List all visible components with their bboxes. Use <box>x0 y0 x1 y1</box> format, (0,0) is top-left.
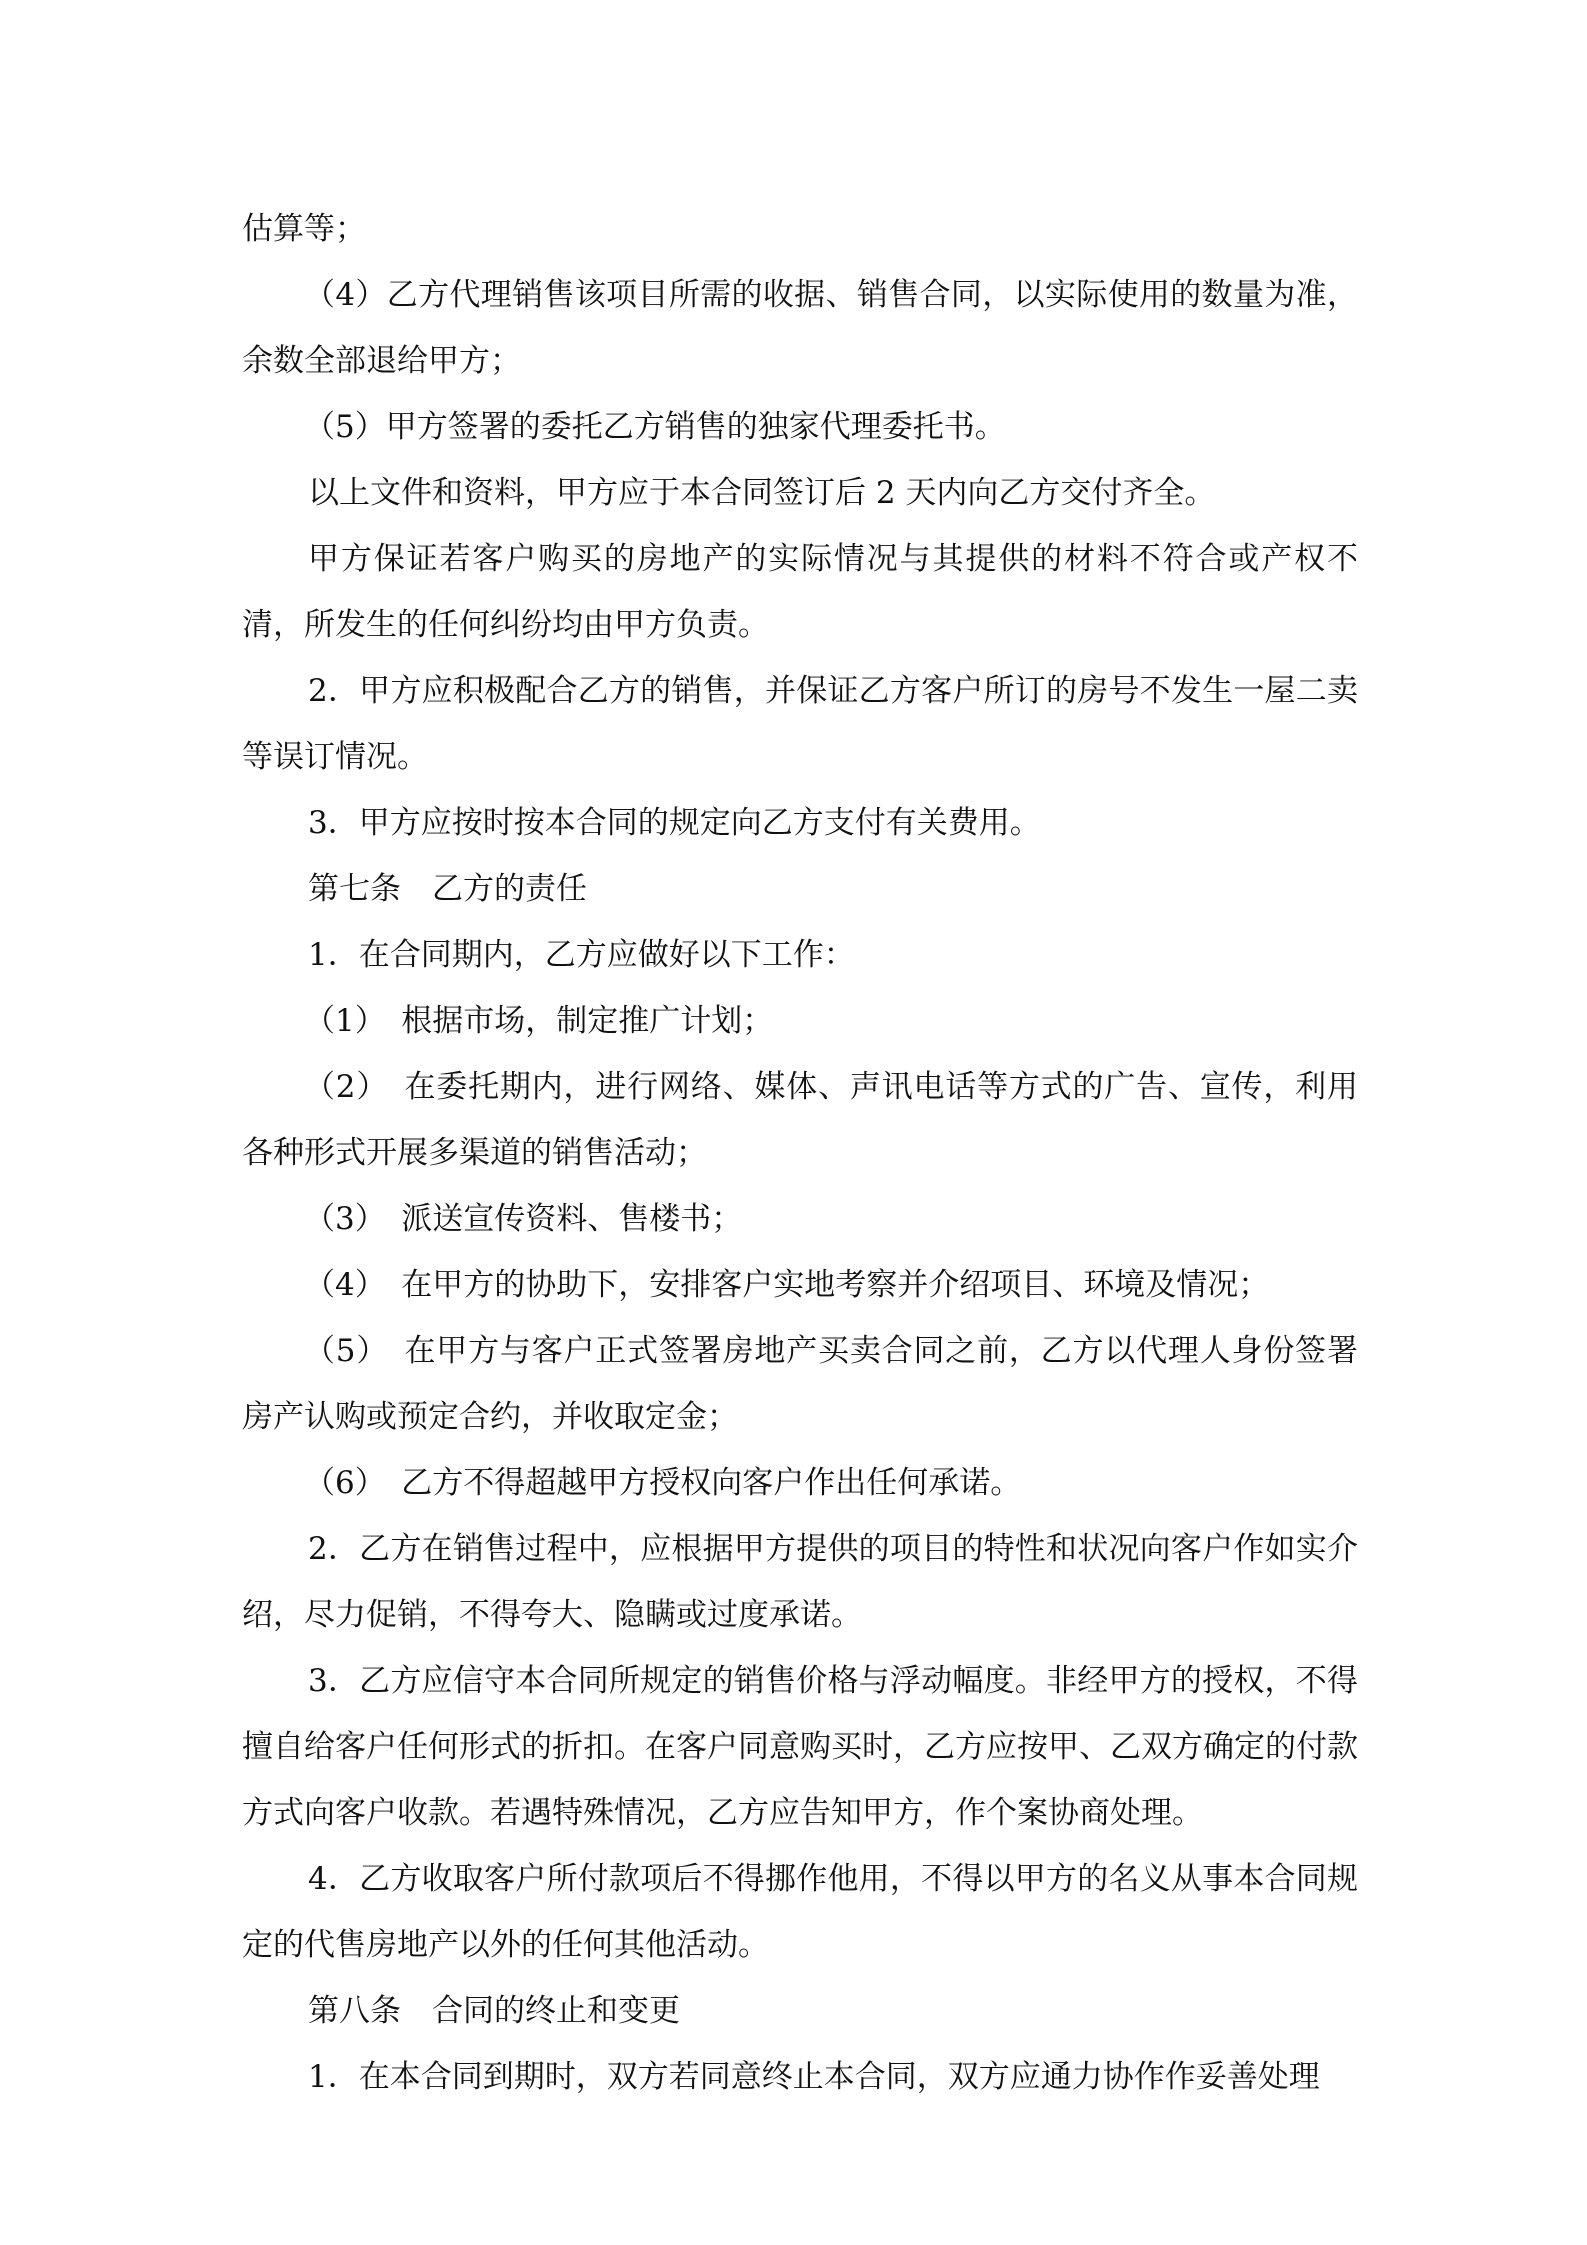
paragraph-article-7-clause-2: 2．乙方在销售过程中，应根据甲方提供的项目的特性和状况向客户作如实介绍，尽力促销，不得夸大、隐瞒或过度承诺。 <box>242 1531 1358 1633</box>
document-body <box>242 196 1358 2110</box>
paragraph-continuation: 估算等； <box>242 211 366 247</box>
paragraph-article-8-clause-1: 1．在本合同到期时，双方若同意终止本合同，双方应通力协作作妥善处理 <box>308 2059 1320 2095</box>
paragraph-clause-3: 3．甲方应按时按本合同的规定向乙方支付有关费用。 <box>308 805 1041 841</box>
paragraph-article-7-clause-3: 3．乙方应信守本合同所规定的销售价格与浮动幅度。非经甲方的授权，不得擅自给客户任何形式的折扣。在客户同意购买时，乙方应按甲、乙双方确定的付款方式向客户收款。若遇特殊情况，乙方应告知甲方，作个案协商处理。 <box>242 1663 1358 1831</box>
paragraph-task-4: （4） 在甲方的协助下，安排客户实地考察并介绍项目、环境及情况； <box>304 1267 1270 1303</box>
paragraph-item-5: （5）甲方签署的委托乙方销售的独家代理委托书。 <box>304 409 1006 445</box>
paragraph-article-7-clause-1: 1．在合同期内，乙方应做好以下工作： <box>308 937 855 973</box>
paragraph-task-2: （2） 在委托期内，进行网络、媒体、声讯电话等方式的广告、宣传，利用各种形式开展多渠道的销售活动； <box>242 1069 1358 1171</box>
paragraph-item-4: （4）乙方代理销售该项目所需的收据、销售合同，以实际使用的数量为准，余数全部退给甲方； <box>242 277 1358 379</box>
paragraph-task-1: （1） 根据市场，制定推广计划； <box>304 1003 774 1039</box>
paragraph-task-6: （6） 乙方不得超越甲方授权向客户作出任何承诺。 <box>304 1465 1022 1501</box>
article-8-heading: 第八条 合同的终止和变更 <box>308 1993 680 2029</box>
paragraph-clause-2: 2．甲方应积极配合乙方的销售，并保证乙方客户所订的房号不发生一屋二卖等误订情况。 <box>242 673 1358 775</box>
article-7-heading: 第七条 乙方的责任 <box>308 871 587 907</box>
paragraph-documents-note: 以上文件和资料，甲方应于本合同签订后 2 天内向乙方交付齐全。 <box>308 475 1216 511</box>
paragraph-task-3: （3） 派送宣传资料、售楼书； <box>304 1201 743 1237</box>
paragraph-guarantee: 甲方保证若客户购买的房地产的实际情况与其提供的材料不符合或产权不清，所发生的任何纠纷均由甲方负责。 <box>242 541 1358 643</box>
paragraph-task-5: （5） 在甲方与客户正式签署房地产买卖合同之前，乙方以代理人身份签署房产认购或预定合约，并收取定金； <box>242 1333 1358 1435</box>
paragraph-article-7-clause-4: 4．乙方收取客户所付款项后不得挪作他用，不得以甲方的名义从事本合同规定的代售房地产以外的任何其他活动。 <box>242 1861 1358 1963</box>
